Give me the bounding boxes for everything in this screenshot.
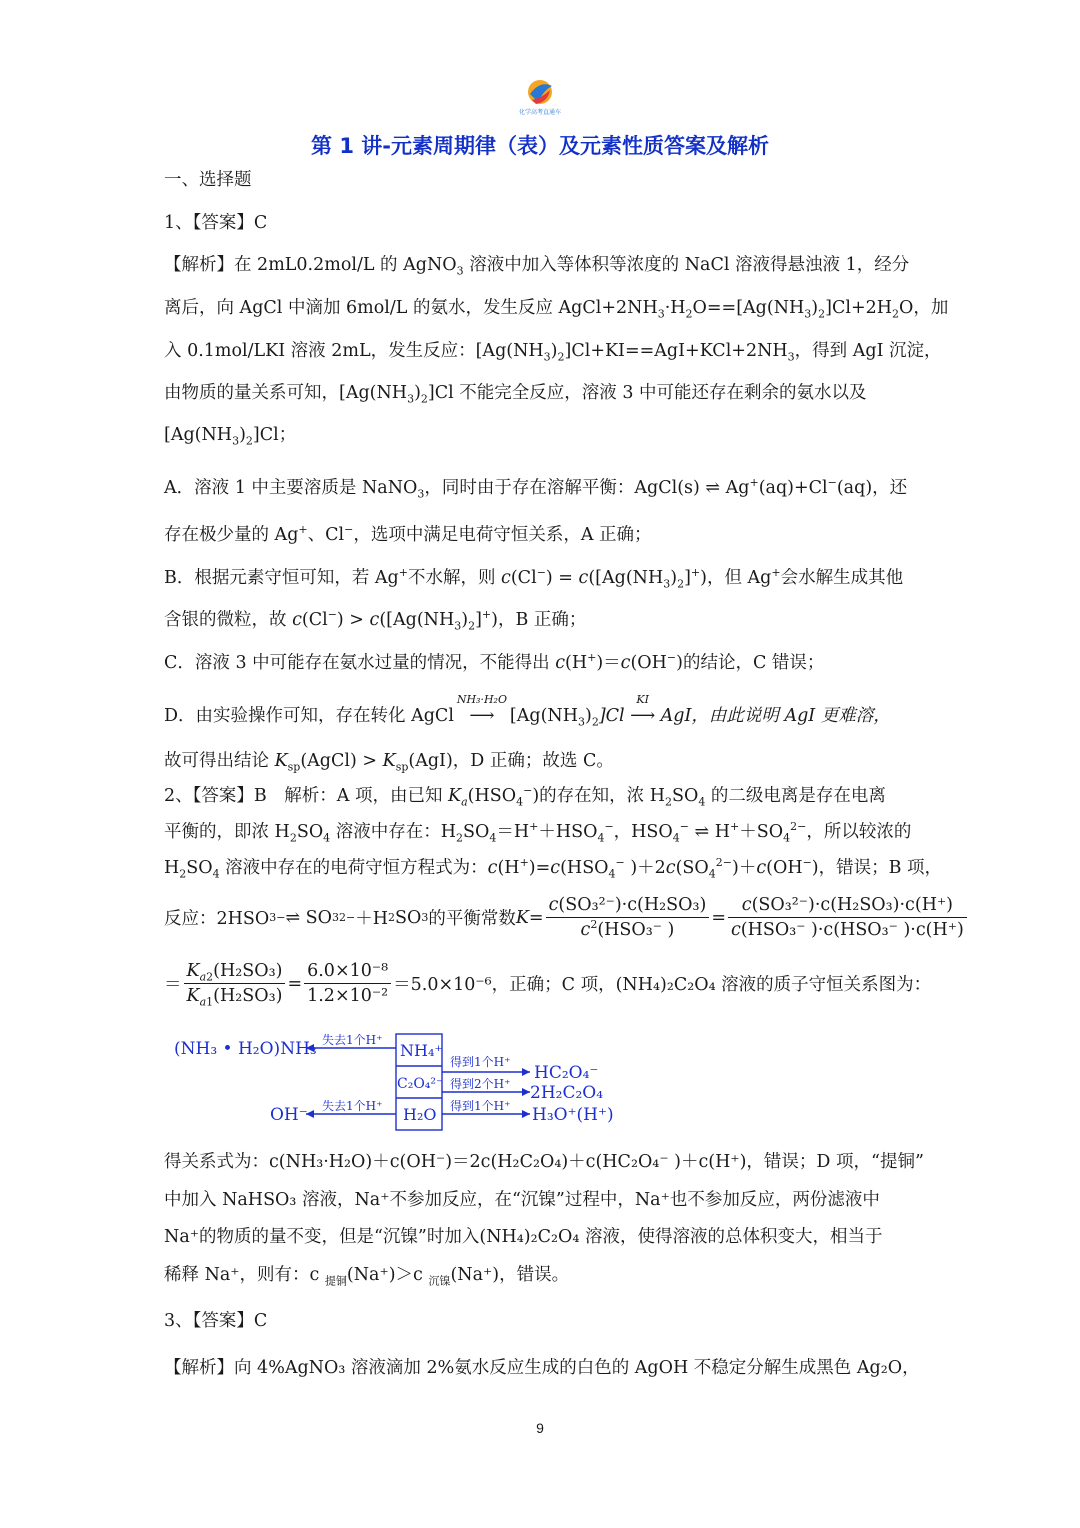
q1-option-a-line-1: A．溶液 1 中主要溶质是 NaNO$_3$，同时由于存在溶解平衡：AgCl(s) ⇌ Ag+(aq)+Cl−(aq)，还 [164, 476, 908, 501]
q1-option-d-line-1: D．由实验操作可知，存在转化 AgCl NH₃·H₂O ⟶ $[Ag(NH_3)_2]Cl$ KI ⟶ AgI，由此说明 AgI 更难溶， [164, 704, 891, 728]
q2-relation-line-1: 得关系式为：c(NH₃·H₂O)＋c(OH⁻)＝2c(H₂C₂O₄)＋c(HC₂O₄⁻ )＋c(H⁺)，错误；D 项，“提铜” [164, 1152, 924, 1172]
q1-line-5: $[Ag(NH_3)_2]Cl$； [164, 425, 297, 448]
logo-icon [508, 76, 572, 120]
q1-line-1: 【解析】在 2mL0.2mol/L 的 AgNO$_3$ 溶液中加入等体积等浓度的 NaCl 溶液得悬浊液 1，经分 [164, 255, 910, 278]
logo-text: 化学高考直通车 [518, 109, 562, 116]
fraction-1: $\frac{\text{c(SO₃²⁻)·c(H₂SO₃)}}{c^2(HSO_3^- )}$ [546, 894, 710, 941]
q2-equation-row-1: 反应：2HSO 3 − ⇌ SO 3 2− ＋H 2 SO 3 的平衡常数 K = $\frac{\text{c(SO₃²⁻)·c(H₂SO₃)}}{c^2(HSO_3^- )}$ = $\frac{\text{c(SO₃²⁻)·c(H₂SO₃)·c(H⁺)}}{\text{c(HSO₃⁻ )·c(HSO₃⁻ )·c(H⁺)}}$ [164, 894, 969, 941]
diagram-gain-2: 得到2个H⁺ [450, 1077, 511, 1091]
diagram-right-1: HC₂O₄⁻ [534, 1063, 599, 1083]
right-arrow-icon: ⟶ [469, 706, 495, 726]
q1-option-c: C．溶液 3 中可能存在氨水过量的情况，不能得出 c(H+)＝c(OH−)的结论，C 错误； [164, 651, 825, 673]
q1-line-4: 由物质的量关系可知，$[Ag(NH_3)_2]Cl$ 不能完全反应，溶液 3 中可能还存在剩余的氨水以及 [164, 383, 867, 406]
q2-line-2: 平衡的，即浓 $H_2SO_4$ 溶液中存在：$H_2SO_4=H^++HSO_4^-$，$HSO_4^-$ ⇌ $H^++SO_4^{2-}$，所以较浓的 [164, 820, 912, 845]
q1-option-d-line-2: 故可得出结论 $K_{sp}(AgCl) > K_{sp}(AgI)$，D 正确；故选 C。 [164, 751, 614, 774]
q1-line-3: 入 0.1mol/LKI 溶液 2mL，发生反应：$[Ag(NH_3)_2]Cl+KI==AgI+KCl+2NH_3$，得到 AgI 沉淀， [164, 341, 942, 364]
diagram-lose-1: 失去1个H⁺ [322, 1033, 383, 1047]
q2-equation-row-2: ＝ $\frac{K_{a2}(H_2SO_3)}{K_{a1}(H_2SO_3)}$ = $\frac{\text{6.0×10⁻⁸}}{\text{1.2×10⁻²}}$ ＝5.0×10⁻⁶，正确；C 项，(NH₄)₂C₂O₄ 溶液的质子守恒关系图为： [164, 961, 932, 1009]
q1-line-2: 离后，向 AgCl 中滴加 6mol/L 的氨水，发生反应 $AgCl+2NH_3\cdot H_2O==[Ag(NH_3)_2]Cl+2H_2O$，加 [164, 298, 949, 321]
diagram-lose-2: 失去1个H⁺ [322, 1099, 383, 1113]
q2-line-1: 2、【答案】B 解析：A 项，由已知 $K_a(HSO_4^-)$的存在知，浓 $H_2SO_4$ 的二级电离是存在电离 [164, 784, 886, 809]
q3-line-1: 【解析】向 4%AgNO₃ 溶液滴加 2%氨水反应生成的白色的 AgOH 不稳定分解生成黑色 Ag₂O， [164, 1358, 920, 1378]
diagram-gain-3: 得到1个H⁺ [450, 1099, 511, 1113]
section-heading: 一、选择题 [164, 170, 252, 190]
fraction-3: $\frac{K_{a2}(H_2SO_3)}{K_{a1}(H_2SO_3)}$ [184, 960, 286, 1007]
right-arrow-icon [522, 1088, 530, 1096]
right-arrow-icon [522, 1110, 530, 1118]
proton-balance-diagram [164, 1024, 644, 1134]
q2-line-3: $H_2SO_4$ 溶液中存在的电荷守恒方程式为：$c(H^+)=c(HSO_4^-$ )$+2c(SO_4^{2-})+c(OH^-)$，错误；B 项， [164, 856, 943, 881]
q1-option-a-line-2: 存在极少量的 Ag+、Cl−，选项中满足电荷守恒关系，A 正确； [164, 523, 652, 545]
q1-option-b-line-1: B．根据元素守恒可知，若 Ag+不水解，则 $c(Cl^-) = c([Ag(NH_3)_2]^+)$，但 Ag+会水解生成其他 [164, 566, 904, 591]
q2-relation-line-2: 中加入 NaHSO₃ 溶液，Na⁺不参加反应，在“沉镍”过程中，Na⁺也不参加反应，两份滤液中 [164, 1190, 880, 1210]
right-arrow-icon: ⟶ [630, 706, 656, 726]
fraction-4: $\frac{\text{6.0×10⁻⁸}}{\text{1.2×10⁻²}}$ [304, 960, 391, 1007]
q1-option-b-line-2: 含银的微粒，故 $c(Cl^-) > c([Ag(NH_3)_2]^+)$，B 正确； [164, 608, 587, 633]
diagram-box-3: H₂O [403, 1105, 437, 1124]
fraction-2: $\frac{\text{c(SO₃²⁻)·c(H₂SO₃)·c(H⁺)}}{\text{c(HSO₃⁻ )·c(HSO₃⁻ )·c(H⁺)}}$ [728, 894, 967, 941]
q3-answer: 3、【答案】C [164, 1311, 268, 1331]
page-number: 9 [536, 1420, 544, 1436]
right-arrow-icon [522, 1068, 530, 1076]
diagram-box-1: NH₄⁺ [400, 1041, 443, 1060]
diagram-right-3: H₃O⁺(H⁺) [532, 1105, 614, 1125]
q1-answer: 1、【答案】C [164, 213, 268, 233]
q2-relation-line-3: Na⁺的物质的量不变，但是“沉镍”时加入(NH₄)₂C₂O₄ 溶液，使得溶液的总体积变大，相当于 [164, 1227, 883, 1247]
diagram-gain-1: 得到1个H⁺ [450, 1055, 511, 1069]
arrow-label-reagent-1: NH₃·H₂O [456, 693, 507, 706]
diagram-box-2: C₂O₄²⁻ [397, 1076, 444, 1092]
q2-relation-line-4: 稀释 Na⁺，则有：c $_{提铜}$(Na⁺)＞c $_{沉镍}$(Na⁺)，错误。 [164, 1265, 570, 1288]
diagram-right-2: 2H₂C₂O₄ [530, 1083, 604, 1103]
page-title: 第 1 讲-元素周期律（表）及元素性质答案及解析 [311, 134, 769, 158]
diagram-left-2: OH⁻ [270, 1105, 308, 1125]
arrow-label-reagent-2: KI [636, 693, 649, 706]
diagram-left-1: (NH₃ • H₂O)NH₃ [174, 1039, 317, 1059]
